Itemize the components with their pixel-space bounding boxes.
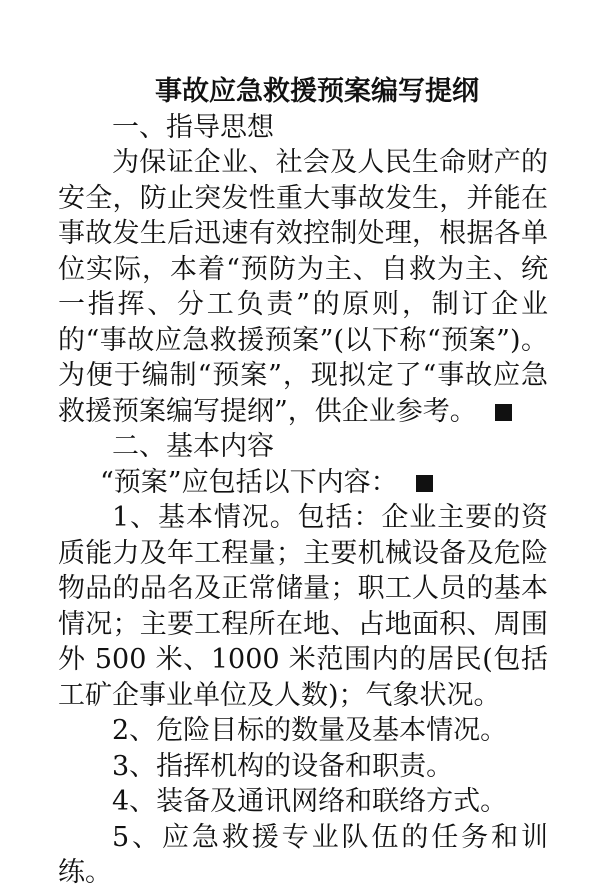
section-heading-basic-content: 二、基本内容 xyxy=(112,431,274,462)
section-heading-guiding-ideology: 一、指导思想 xyxy=(112,111,274,143)
end-mark-icon xyxy=(495,404,512,421)
list-item: 5、应急救援专业队伍的任务和训练。 xyxy=(58,821,548,888)
document-page xyxy=(58,74,548,891)
basic-content-intro xyxy=(58,465,548,501)
basic-content-intro-text: “预案”应包括以下内容： xyxy=(100,466,398,498)
list-item: 3、指挥机构的设备和职责。 xyxy=(112,750,454,782)
guiding-ideology-text: 为保证企业、社会及人民生命财产的安全，防止突发性重大事故发生，并能在事故发生后迅速有效控制处理，根据各单位实际，本着“预防为主、自救为主、统一指挥、分工负责”的原则，制订企业的“事故应急救援预案”(以下称“预案”)。为便于编制“预案”，现拟定了“事故应急救援预案编写提纲”，供企业参考。 xyxy=(58,147,548,427)
list-item: 2、危险目标的数量及基本情况。 xyxy=(112,715,508,746)
list-item: 4、装备及通讯网络和联络方式。 xyxy=(112,786,508,817)
list-item: 1、基本情况。包括：企业主要的资质能力及年工程量；主要机械设备及危险物品的品名及正常储量；职工人员的基本情况；主要工程所在地、占地面积、周围外 500 米、1000 米范围内的居民(包括工矿企事业单位及人数)；气象状况。 xyxy=(58,502,548,711)
end-mark-icon xyxy=(416,475,433,492)
guiding-ideology-paragraph xyxy=(58,145,548,429)
document-title: 事故应急救援预案编写提纲 xyxy=(155,76,479,107)
